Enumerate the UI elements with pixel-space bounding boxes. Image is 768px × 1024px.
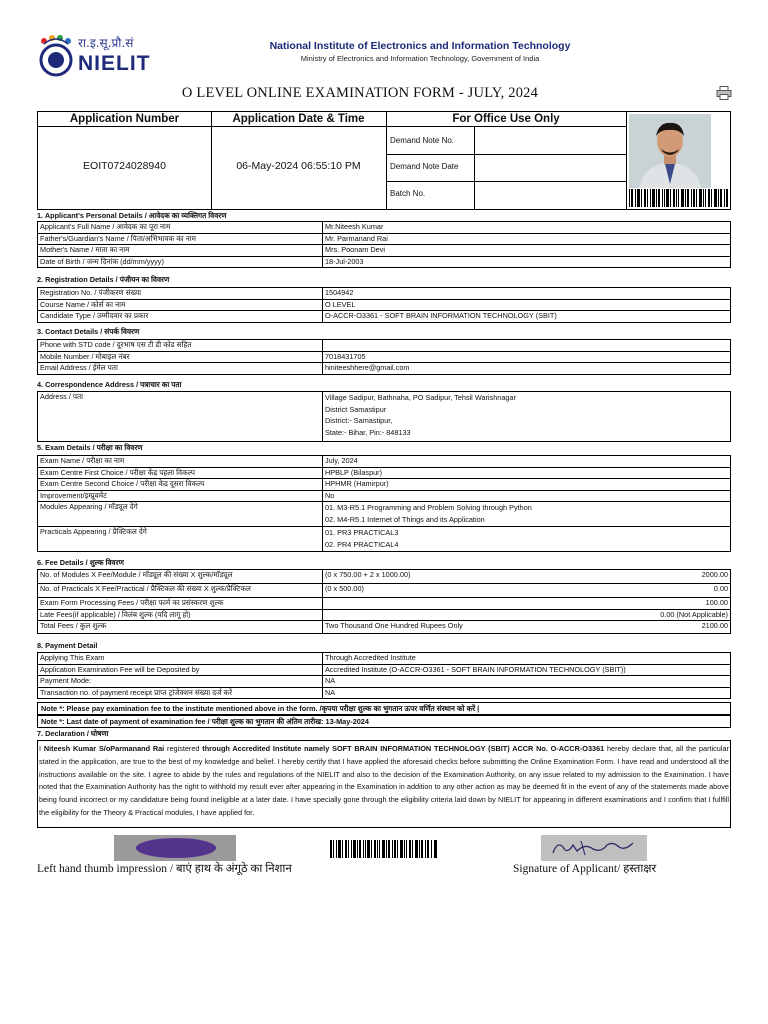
centre-first-label: Exam Centre First Choice / परीक्षा केंद्र पहला विकल्प bbox=[38, 467, 323, 479]
course-name-value: O LEVEL bbox=[323, 299, 731, 311]
table-row bbox=[38, 479, 731, 491]
office-use-header: For Office Use Only bbox=[452, 113, 560, 125]
table-row bbox=[38, 527, 731, 552]
table-row bbox=[38, 233, 731, 245]
table-row bbox=[38, 621, 731, 634]
table-row bbox=[38, 456, 731, 468]
dob-value: 18-Jul-2003 bbox=[323, 256, 731, 268]
module-item: 01. M3-R5.1 Programming and Problem Solving through Python bbox=[325, 503, 532, 512]
table-row bbox=[38, 490, 731, 502]
email-label: Email Address / ईमेल पता bbox=[38, 363, 323, 375]
applying-exam-label: Applying This Exam bbox=[38, 653, 323, 665]
declaration-applicant-name: Niteesh Kumar S/oParmanand Rai bbox=[43, 744, 165, 753]
table-row bbox=[38, 609, 731, 621]
personal-details-table bbox=[37, 221, 731, 268]
batch-no-label: Batch No. bbox=[390, 189, 426, 198]
mobile-label: Mobile Number / मोबाइल नंबर bbox=[38, 351, 323, 363]
table-row bbox=[38, 598, 731, 610]
contact-details-table bbox=[37, 339, 731, 375]
improvement-label: Improvement/इम्प्रूवमेंट bbox=[38, 490, 323, 502]
modules-fee-amount: 2000.00 bbox=[528, 570, 731, 584]
applicant-name-label: Applicant's Full Name / आवेदक का पूरा नाम bbox=[38, 222, 323, 234]
address-line: State:- Bihar, Pin:- 848133 bbox=[325, 427, 411, 437]
father-name-label: Father's/Guardian's Name / पिता/अभिभावक का नाम bbox=[38, 233, 323, 245]
thumb-impression-label: Left hand thumb impression / बाएं हाथ के अंगूठे का निशान bbox=[37, 863, 292, 875]
registration-details-title: 2. Registration Details / पंजीयन का विवरण bbox=[37, 275, 170, 284]
table-row bbox=[38, 664, 731, 676]
correspondence-address-title: 4. Correspondence Address / पत्राचार का पता bbox=[37, 380, 182, 389]
application-number-value: EOIT0724028940 bbox=[83, 160, 166, 172]
practicals-value bbox=[323, 527, 731, 552]
module-item: 02. M4-R5.1 Internet of Things and its Application bbox=[325, 514, 485, 524]
fee-deposited-label: Application Examination Fee will be Deposited by bbox=[38, 664, 323, 676]
payment-detail-title: 8. Payment Detail bbox=[37, 641, 98, 650]
logo-emblem-icon bbox=[36, 34, 78, 80]
last-date-note: Note *: Last date of payment of examination fee / परीक्षा शुल्क का भुगतान की अंतिम तारीख: 13-May-2024 bbox=[37, 715, 731, 728]
application-barcode bbox=[628, 189, 730, 207]
fee-details-table bbox=[37, 569, 731, 634]
father-name-value: Mr. Parmanand Rai bbox=[323, 233, 731, 245]
declaration-institute: through Accredited Institute namely SOFT BRAIN INFORMATION TECHNOLOGY (SBIT) ACCR No. O-ACCR-O3361 bbox=[202, 744, 605, 753]
table-row bbox=[38, 363, 731, 375]
total-fee-words: Two Thousand One Hundred Rupees Only bbox=[323, 621, 528, 634]
application-number-header: Application Number bbox=[69, 113, 180, 125]
late-fee-amount: 0.00 (Not Applicable) bbox=[323, 609, 731, 621]
dob-label: Date of Birth / जन्म दिनांक (dd/mm/yyyy) bbox=[38, 256, 323, 268]
table-row bbox=[38, 351, 731, 363]
course-name-label: Course Name / कोर्स का नाम bbox=[38, 299, 323, 311]
improvement-value: No bbox=[323, 490, 731, 502]
table-row bbox=[38, 467, 731, 479]
applicant-signature bbox=[541, 835, 647, 861]
exam-name-value: July, 2024 bbox=[323, 456, 731, 468]
exam-details-table bbox=[37, 455, 731, 552]
practical-item: 02. PR4 PRACTICAL4 bbox=[325, 539, 399, 549]
registration-details-table bbox=[37, 287, 731, 323]
practicals-fee-calc: (0 x 500.00) bbox=[323, 584, 528, 598]
table-row bbox=[38, 288, 731, 300]
address-label: Address / पता bbox=[38, 392, 323, 442]
signature-label: Signature of Applicant/ हस्ताक्षर bbox=[513, 863, 657, 875]
modules-fee-label: No. of Modules X Fee/Module / मॉड्यूल की संख्या X शुल्क/मॉड्यूल bbox=[38, 570, 323, 584]
candidate-type-value: O-ACCR-O3361 - SOFT BRAIN INFORMATION TECHNOLOGY (SBIT) bbox=[323, 311, 731, 323]
application-date-value: 06-May-2024 06:55:10 PM bbox=[236, 160, 361, 172]
phone-label: Phone with STD code / दूरभाष एस टी डी कोड सहित bbox=[38, 340, 323, 352]
processing-fee-amount: 100.00 bbox=[323, 598, 731, 610]
phone-value bbox=[323, 340, 731, 352]
table-row bbox=[38, 570, 731, 584]
payment-detail-table bbox=[37, 652, 731, 699]
address-line: District Samastipur bbox=[325, 404, 387, 414]
application-header-box bbox=[37, 111, 731, 210]
email-value: hiniteeshhere@gmail.com bbox=[323, 363, 731, 375]
table-row bbox=[38, 653, 731, 665]
practical-item: 01. PR3 PRACTICAL3 bbox=[325, 528, 399, 537]
table-row bbox=[38, 256, 731, 268]
declaration-body: hereby declare that, all the particular stated in the application, are true to the best of my knowledge and belief. I hereby certify that I have applied the aforesaid checks before submitting the Online Examination Form. I have read and understood all the instructions available on the site. I agree to abide by the rules and regulations of the NIELIT and also to the decision of the Examination Authority, on any issue related to my admission to the Examination. I have noted that the Examination Authority has the right to withhold my result ever after appearing in the Examination in addition to any other action as may be deemed fit in the event of any of the statements made above being found incorrect or my candidature being found ineligible at a later date. I have specially gone through the eligibility criteria laid down by NIELIT for appearing in different examinations and I confirm that I fullfill the eligibility for the Theory & Practical modules, I have applied for. bbox=[39, 744, 729, 817]
fee-details-title: 6. Fee Details / शुल्क विवरण bbox=[37, 558, 124, 567]
registration-no-value: 1504942 bbox=[323, 288, 731, 300]
organization-name: National Institute of Electronics and Information Technology bbox=[269, 40, 571, 52]
declaration-part: I bbox=[39, 744, 44, 753]
mother-name-value: Mrs. Poonam Devi bbox=[323, 245, 731, 257]
address-line: District:- Samastipur, bbox=[325, 416, 393, 425]
table-row bbox=[38, 584, 731, 598]
application-date-header: Application Date & Time bbox=[232, 113, 365, 125]
exam-details-title: 5. Exam Details / परीक्षा का विवरण bbox=[37, 443, 143, 452]
practicals-label: Practicals Appearing / प्रैक्टिकल देंगे bbox=[38, 527, 323, 552]
centre-second-label: Exam Centre Second Choice / परीक्षा केंद्र दूसरा विकल्प bbox=[38, 479, 323, 491]
payment-mode-value: NA bbox=[323, 676, 731, 688]
address-value bbox=[323, 392, 731, 442]
processing-fee-label: Exam Form Processing Fees / परीक्षा फार्म का प्रसंस्करण शुल्क bbox=[38, 598, 323, 610]
table-row bbox=[38, 311, 731, 323]
nielit-logo bbox=[36, 34, 156, 80]
transaction-no-value: NA bbox=[323, 687, 731, 699]
table-row bbox=[38, 299, 731, 311]
thumb-impression bbox=[114, 835, 236, 861]
footer-barcode bbox=[330, 840, 438, 858]
transaction-no-label: Transaction no. of payment receipt प्राप्त ट्रांजेक्शन संख्या दर्ज करें bbox=[38, 687, 323, 699]
applicant-photo bbox=[629, 114, 711, 188]
modules-fee-calc: (0 x 750.00 + 2 x 1000.00) bbox=[323, 570, 528, 584]
late-fee-label: Late Fees(if applicable) / विलंब शुल्क (यदि लागू हो) bbox=[38, 609, 323, 621]
practicals-fee-amount: 0.00 bbox=[528, 584, 731, 598]
modules-label: Modules Appearing / मॉड्यूल देंगे bbox=[38, 502, 323, 527]
applicant-name-value: Mr.Niteesh Kumar bbox=[323, 222, 731, 234]
payment-note: Note *: Please pay examination fee to the institute mentioned above in the form. /कृपया परीक्षा शुल्क का भुगतान ऊपर वर्णित संस्थान को करें | bbox=[37, 702, 731, 715]
mother-name-label: Mother's Name / माता का नाम bbox=[38, 245, 323, 257]
organization-subtitle: Ministry of Electronics and Information Technology, Government of India bbox=[300, 54, 540, 63]
practicals-fee-label: No. of Practicals X Fee/Practical / प्रैक्टिकल की संख्या X शुल्क/प्रैक्टिकल bbox=[38, 584, 323, 598]
centre-first-value: HPBLP (Bilaspur) bbox=[323, 467, 731, 479]
mobile-value: 7018431705 bbox=[323, 351, 731, 363]
logo-text: NIELIT bbox=[78, 52, 151, 75]
demand-note-date-label: Demand Note Date bbox=[390, 162, 459, 171]
table-row bbox=[38, 687, 731, 699]
exam-name-label: Exam Name / परीक्षा का नाम bbox=[38, 456, 323, 468]
registration-no-label: Registration No. / पंजीकरण संख्या bbox=[38, 288, 323, 300]
candidate-type-label: Candidate Type / उम्मीदवार का प्रकार bbox=[38, 311, 323, 323]
declaration-part: registered bbox=[164, 744, 203, 753]
table-row bbox=[38, 222, 731, 234]
address-table bbox=[37, 391, 731, 442]
logo-hindi-text: रा.इ.सू.प्रौ.सं bbox=[78, 36, 134, 50]
declaration-title: 7. Declaration / घोषणा bbox=[37, 729, 109, 738]
personal-details-title: 1. Applicant's Personal Details / आवेदक का व्यक्तिगत विवरण bbox=[37, 211, 227, 220]
form-title: O LEVEL ONLINE EXAMINATION FORM - JULY, 2024 bbox=[181, 85, 539, 101]
contact-details-title: 3. Contact Details / संपर्क विवरण bbox=[37, 327, 140, 336]
payment-mode-label: Payment Mode: bbox=[38, 676, 323, 688]
table-row bbox=[38, 340, 731, 352]
table-row bbox=[38, 245, 731, 257]
table-row bbox=[38, 392, 731, 442]
fee-deposited-value: Accredited Institute (O-ACCR-O3361 - SOFT BRAIN INFORMATION TECHNOLOGY (SBIT)) bbox=[323, 664, 731, 676]
printer-icon[interactable] bbox=[716, 86, 732, 100]
table-row bbox=[38, 502, 731, 527]
address-line: Village Sadipur, Bathnaha, PO Sadipur, Tehsil Warishnagar bbox=[325, 393, 516, 402]
applying-exam-value: Through Accredited Institute bbox=[323, 653, 731, 665]
table-row bbox=[38, 676, 731, 688]
declaration-text bbox=[37, 740, 731, 828]
total-fee-amount: 2100.00 bbox=[528, 621, 731, 634]
centre-second-value: HPHMR (Hamirpur) bbox=[323, 479, 731, 491]
demand-note-no-label: Demand Note No. bbox=[390, 136, 455, 145]
modules-value bbox=[323, 502, 731, 527]
total-fee-label: Total Fees / कुल शुल्क bbox=[38, 621, 323, 634]
